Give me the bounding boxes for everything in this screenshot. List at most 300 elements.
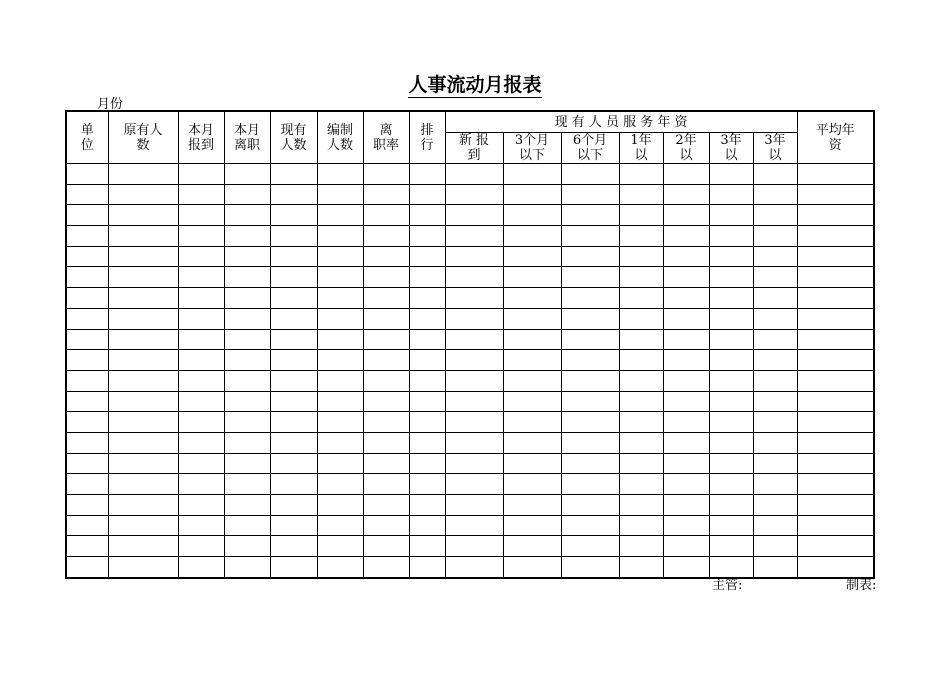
table-cell[interactable] (66, 164, 108, 185)
table-cell[interactable] (709, 246, 753, 267)
table-cell[interactable] (409, 557, 445, 578)
table-cell[interactable] (224, 329, 270, 350)
table-cell[interactable] (66, 267, 108, 288)
table-cell[interactable] (363, 453, 409, 474)
table-cell[interactable] (753, 246, 797, 267)
table-cell[interactable] (709, 536, 753, 557)
table-cell[interactable] (178, 515, 224, 536)
table-cell[interactable] (270, 288, 317, 309)
table-cell[interactable] (108, 246, 178, 267)
table-cell[interactable] (663, 246, 709, 267)
table-cell[interactable] (663, 412, 709, 433)
table-cell[interactable] (619, 474, 663, 495)
table-cell[interactable] (224, 350, 270, 371)
table-cell[interactable] (445, 267, 503, 288)
table-cell[interactable] (709, 495, 753, 516)
table-cell[interactable] (619, 184, 663, 205)
table-cell[interactable] (108, 432, 178, 453)
table-cell[interactable] (503, 184, 561, 205)
table-cell[interactable] (224, 226, 270, 247)
table-cell[interactable] (797, 515, 874, 536)
table-cell[interactable] (409, 164, 445, 185)
table-cell[interactable] (317, 184, 363, 205)
table-cell[interactable] (108, 557, 178, 578)
table-cell[interactable] (797, 474, 874, 495)
table-cell[interactable] (270, 412, 317, 433)
table-cell[interactable] (663, 329, 709, 350)
table-cell[interactable] (619, 308, 663, 329)
table-cell[interactable] (663, 308, 709, 329)
table-cell[interactable] (409, 495, 445, 516)
table-cell[interactable] (317, 370, 363, 391)
table-cell[interactable] (709, 453, 753, 474)
table-cell[interactable] (797, 329, 874, 350)
table-cell[interactable] (619, 350, 663, 371)
table-cell[interactable] (108, 495, 178, 516)
table-cell[interactable] (663, 226, 709, 247)
table-cell[interactable] (663, 432, 709, 453)
table-cell[interactable] (709, 515, 753, 536)
table-cell[interactable] (409, 412, 445, 433)
table-cell[interactable] (753, 329, 797, 350)
table-cell[interactable] (224, 267, 270, 288)
table-cell[interactable] (224, 370, 270, 391)
table-cell[interactable] (797, 432, 874, 453)
table-cell[interactable] (797, 453, 874, 474)
table-cell[interactable] (619, 205, 663, 226)
table-cell[interactable] (503, 267, 561, 288)
table-cell[interactable] (709, 391, 753, 412)
table-cell[interactable] (709, 184, 753, 205)
table-cell[interactable] (797, 350, 874, 371)
table-cell[interactable] (224, 184, 270, 205)
table-cell[interactable] (503, 412, 561, 433)
table-cell[interactable] (797, 495, 874, 516)
table-cell[interactable] (66, 495, 108, 516)
table-cell[interactable] (409, 267, 445, 288)
table-cell[interactable] (619, 164, 663, 185)
table-cell[interactable] (503, 164, 561, 185)
table-cell[interactable] (363, 495, 409, 516)
table-cell[interactable] (709, 205, 753, 226)
table-cell[interactable] (409, 536, 445, 557)
table-cell[interactable] (317, 557, 363, 578)
table-cell[interactable] (663, 453, 709, 474)
table-cell[interactable] (663, 391, 709, 412)
table-cell[interactable] (709, 350, 753, 371)
table-cell[interactable] (178, 288, 224, 309)
table-cell[interactable] (445, 226, 503, 247)
table-cell[interactable] (224, 432, 270, 453)
table-cell[interactable] (709, 432, 753, 453)
table-cell[interactable] (363, 246, 409, 267)
table-cell[interactable] (224, 391, 270, 412)
table-cell[interactable] (619, 267, 663, 288)
table-cell[interactable] (66, 246, 108, 267)
table-cell[interactable] (224, 308, 270, 329)
table-cell[interactable] (797, 536, 874, 557)
table-cell[interactable] (178, 432, 224, 453)
table-cell[interactable] (561, 329, 619, 350)
table-cell[interactable] (66, 515, 108, 536)
table-cell[interactable] (409, 391, 445, 412)
table-cell[interactable] (663, 474, 709, 495)
table-cell[interactable] (503, 205, 561, 226)
table-cell[interactable] (561, 391, 619, 412)
table-cell[interactable] (663, 184, 709, 205)
table-cell[interactable] (66, 557, 108, 578)
table-cell[interactable] (363, 557, 409, 578)
table-cell[interactable] (363, 205, 409, 226)
table-cell[interactable] (445, 308, 503, 329)
table-cell[interactable] (317, 432, 363, 453)
table-cell[interactable] (224, 495, 270, 516)
table-cell[interactable] (66, 184, 108, 205)
table-cell[interactable] (503, 246, 561, 267)
table-cell[interactable] (363, 226, 409, 247)
table-cell[interactable] (270, 515, 317, 536)
table-cell[interactable] (178, 308, 224, 329)
table-cell[interactable] (709, 308, 753, 329)
table-cell[interactable] (363, 370, 409, 391)
table-cell[interactable] (270, 474, 317, 495)
table-cell[interactable] (561, 557, 619, 578)
table-cell[interactable] (797, 288, 874, 309)
table-cell[interactable] (561, 308, 619, 329)
table-cell[interactable] (108, 226, 178, 247)
table-cell[interactable] (409, 515, 445, 536)
table-cell[interactable] (409, 308, 445, 329)
table-cell[interactable] (445, 164, 503, 185)
table-cell[interactable] (409, 350, 445, 371)
table-cell[interactable] (224, 515, 270, 536)
table-cell[interactable] (178, 412, 224, 433)
table-cell[interactable] (663, 205, 709, 226)
table-cell[interactable] (409, 370, 445, 391)
table-cell[interactable] (108, 412, 178, 433)
table-cell[interactable] (663, 164, 709, 185)
table-cell[interactable] (66, 474, 108, 495)
table-cell[interactable] (619, 453, 663, 474)
table-cell[interactable] (445, 205, 503, 226)
table-cell[interactable] (108, 350, 178, 371)
table-cell[interactable] (224, 205, 270, 226)
table-cell[interactable] (561, 226, 619, 247)
table-cell[interactable] (753, 557, 797, 578)
table-cell[interactable] (663, 515, 709, 536)
table-cell[interactable] (797, 267, 874, 288)
table-cell[interactable] (224, 557, 270, 578)
table-cell[interactable] (797, 370, 874, 391)
table-cell[interactable] (178, 226, 224, 247)
table-cell[interactable] (619, 432, 663, 453)
table-cell[interactable] (619, 412, 663, 433)
table-cell[interactable] (797, 205, 874, 226)
table-cell[interactable] (797, 391, 874, 412)
table-cell[interactable] (709, 474, 753, 495)
table-cell[interactable] (561, 246, 619, 267)
table-cell[interactable] (709, 329, 753, 350)
table-cell[interactable] (108, 288, 178, 309)
table-cell[interactable] (317, 288, 363, 309)
table-cell[interactable] (66, 226, 108, 247)
table-cell[interactable] (503, 288, 561, 309)
table-cell[interactable] (270, 267, 317, 288)
table-cell[interactable] (317, 474, 363, 495)
table-cell[interactable] (270, 226, 317, 247)
table-cell[interactable] (108, 164, 178, 185)
table-cell[interactable] (409, 226, 445, 247)
table-cell[interactable] (224, 288, 270, 309)
table-cell[interactable] (224, 536, 270, 557)
table-cell[interactable] (317, 536, 363, 557)
table-cell[interactable] (270, 164, 317, 185)
table-cell[interactable] (561, 495, 619, 516)
table-cell[interactable] (619, 329, 663, 350)
table-cell[interactable] (619, 288, 663, 309)
table-cell[interactable] (178, 453, 224, 474)
table-cell[interactable] (224, 246, 270, 267)
table-cell[interactable] (561, 370, 619, 391)
table-cell[interactable] (108, 536, 178, 557)
table-cell[interactable] (619, 557, 663, 578)
table-cell[interactable] (753, 267, 797, 288)
table-cell[interactable] (270, 329, 317, 350)
table-cell[interactable] (561, 184, 619, 205)
table-cell[interactable] (709, 226, 753, 247)
table-cell[interactable] (409, 246, 445, 267)
table-cell[interactable] (409, 474, 445, 495)
table-cell[interactable] (619, 536, 663, 557)
table-cell[interactable] (503, 370, 561, 391)
table-cell[interactable] (108, 205, 178, 226)
table-cell[interactable] (445, 432, 503, 453)
table-cell[interactable] (753, 350, 797, 371)
table-cell[interactable] (108, 391, 178, 412)
table-cell[interactable] (619, 515, 663, 536)
table-cell[interactable] (66, 412, 108, 433)
table-cell[interactable] (178, 495, 224, 516)
table-cell[interactable] (753, 226, 797, 247)
table-cell[interactable] (753, 412, 797, 433)
table-cell[interactable] (503, 391, 561, 412)
table-cell[interactable] (445, 536, 503, 557)
table-cell[interactable] (270, 557, 317, 578)
table-cell[interactable] (409, 205, 445, 226)
table-cell[interactable] (108, 267, 178, 288)
table-cell[interactable] (503, 453, 561, 474)
table-cell[interactable] (66, 453, 108, 474)
table-cell[interactable] (503, 495, 561, 516)
table-cell[interactable] (561, 205, 619, 226)
table-cell[interactable] (270, 205, 317, 226)
table-cell[interactable] (409, 329, 445, 350)
table-cell[interactable] (561, 515, 619, 536)
table-cell[interactable] (409, 288, 445, 309)
table-cell[interactable] (66, 350, 108, 371)
table-cell[interactable] (270, 370, 317, 391)
table-cell[interactable] (445, 412, 503, 433)
table-cell[interactable] (178, 350, 224, 371)
table-cell[interactable] (445, 288, 503, 309)
table-cell[interactable] (108, 515, 178, 536)
table-cell[interactable] (445, 329, 503, 350)
table-cell[interactable] (753, 164, 797, 185)
table-cell[interactable] (445, 557, 503, 578)
table-cell[interactable] (503, 536, 561, 557)
table-cell[interactable] (797, 246, 874, 267)
table-cell[interactable] (663, 370, 709, 391)
table-cell[interactable] (561, 474, 619, 495)
table-cell[interactable] (270, 391, 317, 412)
table-cell[interactable] (445, 391, 503, 412)
table-cell[interactable] (178, 329, 224, 350)
table-cell[interactable] (224, 412, 270, 433)
table-cell[interactable] (503, 557, 561, 578)
table-cell[interactable] (178, 370, 224, 391)
table-cell[interactable] (503, 226, 561, 247)
table-cell[interactable] (108, 184, 178, 205)
table-cell[interactable] (317, 246, 363, 267)
table-cell[interactable] (663, 495, 709, 516)
table-cell[interactable] (363, 536, 409, 557)
table-cell[interactable] (797, 412, 874, 433)
table-cell[interactable] (445, 370, 503, 391)
table-cell[interactable] (619, 226, 663, 247)
table-cell[interactable] (753, 288, 797, 309)
table-cell[interactable] (445, 495, 503, 516)
table-cell[interactable] (753, 205, 797, 226)
table-cell[interactable] (561, 267, 619, 288)
table-cell[interactable] (178, 164, 224, 185)
table-cell[interactable] (561, 453, 619, 474)
table-cell[interactable] (797, 164, 874, 185)
table-cell[interactable] (317, 267, 363, 288)
table-cell[interactable] (503, 432, 561, 453)
table-cell[interactable] (663, 288, 709, 309)
table-cell[interactable] (561, 432, 619, 453)
table-cell[interactable] (663, 350, 709, 371)
table-cell[interactable] (363, 164, 409, 185)
table-cell[interactable] (445, 246, 503, 267)
table-cell[interactable] (503, 350, 561, 371)
table-cell[interactable] (317, 205, 363, 226)
table-cell[interactable] (224, 474, 270, 495)
table-cell[interactable] (709, 267, 753, 288)
table-cell[interactable] (561, 164, 619, 185)
table-cell[interactable] (445, 474, 503, 495)
table-cell[interactable] (363, 474, 409, 495)
table-cell[interactable] (178, 205, 224, 226)
table-cell[interactable] (445, 515, 503, 536)
table-cell[interactable] (270, 495, 317, 516)
table-cell[interactable] (317, 412, 363, 433)
table-cell[interactable] (709, 370, 753, 391)
table-cell[interactable] (409, 453, 445, 474)
table-cell[interactable] (270, 453, 317, 474)
table-cell[interactable] (224, 164, 270, 185)
table-cell[interactable] (409, 184, 445, 205)
table-cell[interactable] (108, 453, 178, 474)
table-cell[interactable] (753, 184, 797, 205)
table-cell[interactable] (317, 329, 363, 350)
table-cell[interactable] (409, 432, 445, 453)
table-cell[interactable] (363, 288, 409, 309)
table-cell[interactable] (797, 184, 874, 205)
table-cell[interactable] (561, 350, 619, 371)
table-cell[interactable] (66, 536, 108, 557)
table-cell[interactable] (66, 391, 108, 412)
table-cell[interactable] (363, 308, 409, 329)
table-cell[interactable] (797, 308, 874, 329)
table-cell[interactable] (445, 453, 503, 474)
table-cell[interactable] (363, 412, 409, 433)
table-cell[interactable] (363, 391, 409, 412)
table-cell[interactable] (663, 267, 709, 288)
table-cell[interactable] (270, 432, 317, 453)
table-cell[interactable] (108, 308, 178, 329)
table-cell[interactable] (363, 184, 409, 205)
table-cell[interactable] (619, 246, 663, 267)
table-cell[interactable] (753, 308, 797, 329)
table-cell[interactable] (178, 557, 224, 578)
table-cell[interactable] (753, 536, 797, 557)
table-cell[interactable] (270, 308, 317, 329)
table-cell[interactable] (66, 308, 108, 329)
table-cell[interactable] (753, 432, 797, 453)
table-cell[interactable] (108, 474, 178, 495)
table-cell[interactable] (753, 474, 797, 495)
table-cell[interactable] (178, 184, 224, 205)
table-cell[interactable] (108, 370, 178, 391)
table-cell[interactable] (619, 391, 663, 412)
table-cell[interactable] (224, 453, 270, 474)
table-cell[interactable] (753, 495, 797, 516)
table-cell[interactable] (663, 557, 709, 578)
table-cell[interactable] (363, 267, 409, 288)
table-cell[interactable] (619, 370, 663, 391)
table-cell[interactable] (178, 391, 224, 412)
table-cell[interactable] (663, 536, 709, 557)
table-cell[interactable] (503, 329, 561, 350)
table-cell[interactable] (178, 246, 224, 267)
table-cell[interactable] (503, 474, 561, 495)
table-cell[interactable] (753, 453, 797, 474)
table-cell[interactable] (797, 226, 874, 247)
table-cell[interactable] (270, 536, 317, 557)
table-cell[interactable] (66, 432, 108, 453)
table-cell[interactable] (317, 164, 363, 185)
table-cell[interactable] (445, 184, 503, 205)
table-cell[interactable] (561, 536, 619, 557)
table-cell[interactable] (178, 536, 224, 557)
table-cell[interactable] (66, 288, 108, 309)
table-cell[interactable] (753, 515, 797, 536)
table-cell[interactable] (503, 308, 561, 329)
table-cell[interactable] (363, 350, 409, 371)
table-cell[interactable] (270, 184, 317, 205)
table-cell[interactable] (445, 350, 503, 371)
table-cell[interactable] (317, 308, 363, 329)
table-cell[interactable] (709, 288, 753, 309)
table-cell[interactable] (317, 495, 363, 516)
table-cell[interactable] (66, 370, 108, 391)
table-cell[interactable] (561, 412, 619, 433)
table-cell[interactable] (66, 329, 108, 350)
table-cell[interactable] (753, 391, 797, 412)
table-cell[interactable] (363, 432, 409, 453)
table-cell[interactable] (108, 329, 178, 350)
